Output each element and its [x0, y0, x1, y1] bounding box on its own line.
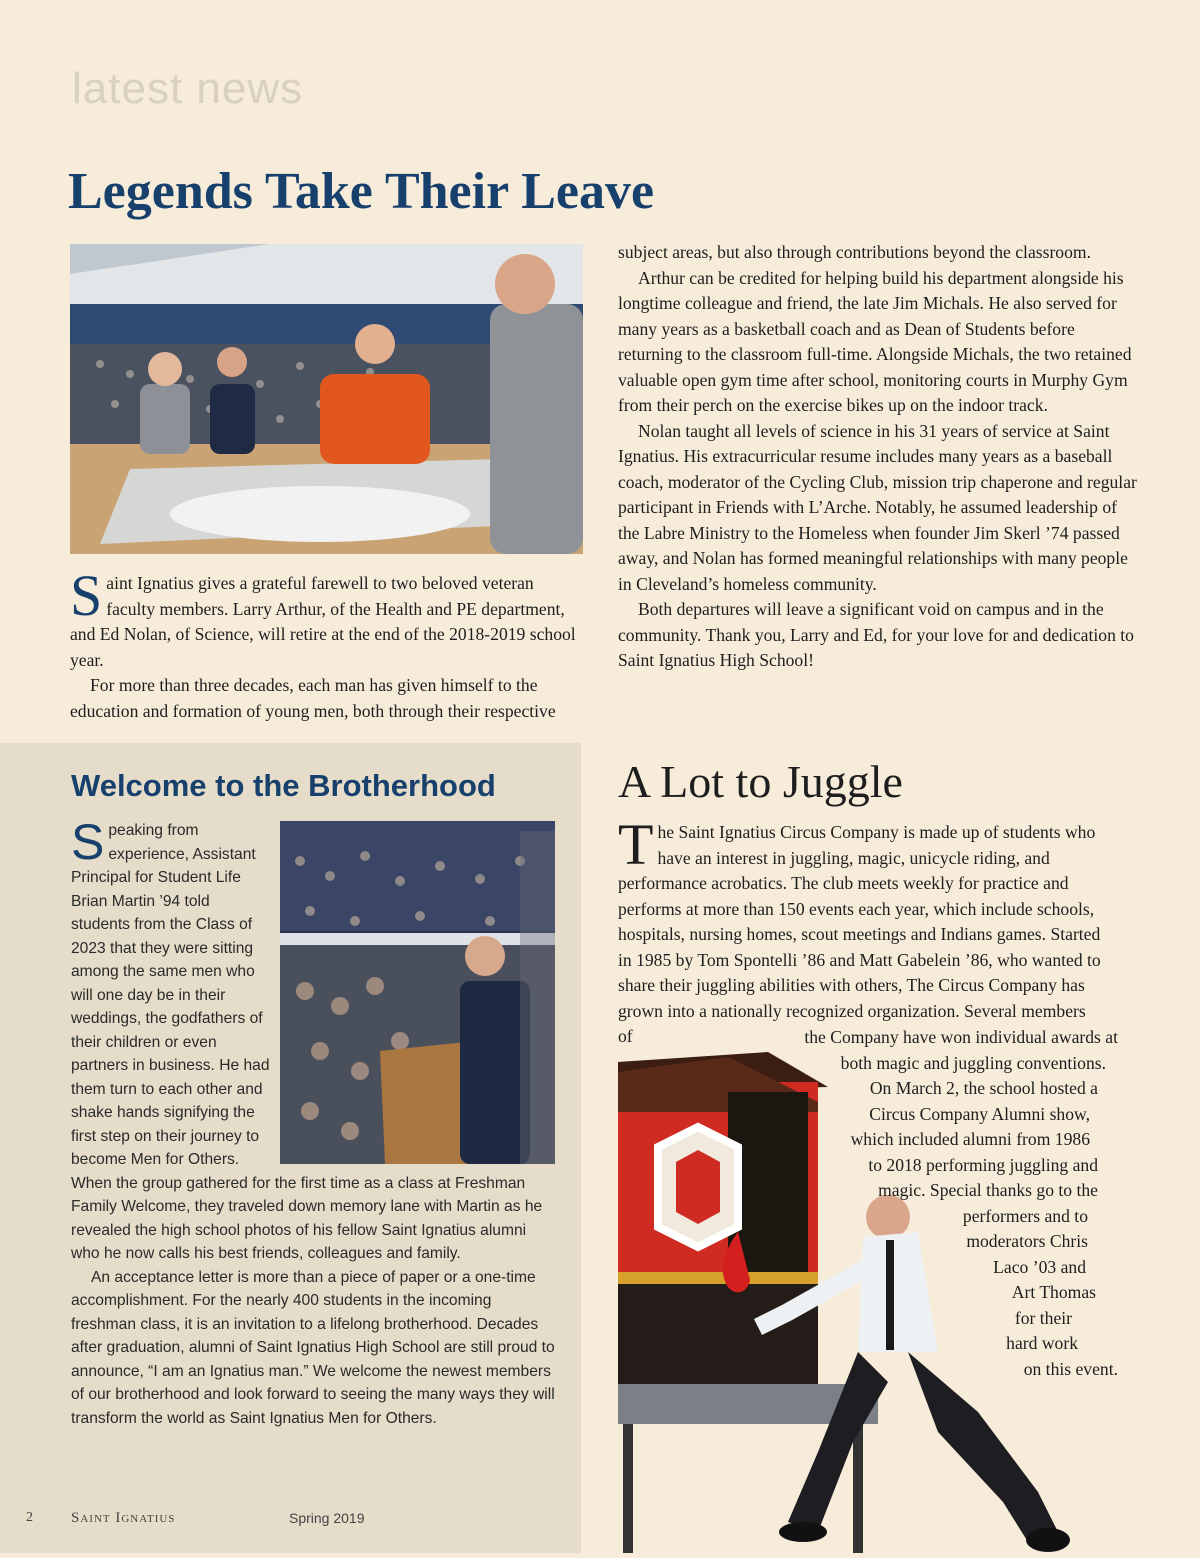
juggle-line: hard work [1006, 1333, 1078, 1353]
juggle-line: Art Thomas [1011, 1282, 1096, 1302]
legends-column-2 [618, 240, 1138, 674]
article-headline: Legends Take Their Leave [68, 163, 655, 220]
juggle-line: Circus Company Alumni show, [869, 1103, 1090, 1124]
legends-para-3: Arthur can be credited for helping build his department alongside his longtime colleague and friend, the late Jim Michals. He also served for many years as a basketball coach and as Dean of Students before returning to the classroom full-time. Alongside Michals, the two retained valuable open gym time after school, monitoring courts in Murphy Gym from their perch on the exercise bikes up on the indoor track. [618, 267, 1132, 415]
dropcap: S [70, 563, 103, 628]
podium-speaker-photo [280, 821, 555, 1164]
juggle-para-1 [618, 812, 1103, 1050]
dropcap: S [71, 814, 105, 870]
legends-para-1 [70, 563, 582, 673]
legends-para-2-cont: subject areas, but also through contributions beyond the classroom. [618, 242, 1091, 262]
brotherhood-para-1-text: peaking from experience, Assistant Principal for Student Life Brian Martin ’94 told students from the Class of 2023 that they were sitting among the same men who will one day be in their weddings, the godfathers of their children or even partners in business. He had them turn to each other and shake hands signifying the first step on their journey to become Men for Others. When the group gathered for the first time as a class at Freshman Family Welcome, they traveled down memory lane with Martin as he revealed the high school photos of his fellow Saint Ignatius alumni who he now calls his best friends, colleagues and family. [71, 822, 543, 1262]
brotherhood-body [71, 814, 555, 1430]
legends-para-1-text: aint Ignatius gives a grateful farewell to two beloved veteran faculty members. Larry Arthur, of the Health and PE department, and Ed Nolan, of Science, will retire at the end of the 2018-2019 school year. [70, 573, 576, 670]
issue-date: Spring 2019 [289, 1510, 365, 1526]
juggle-line: On March 2, the school hosted a [869, 1078, 1098, 1098]
juggle-line: for their [1014, 1307, 1072, 1328]
juggle-para-1-text: he Saint Ignatius Circus Company is made up of students who have an interest in juggling, magic, unicycle riding, and performance acrobatics. The club meets weekly for practice and performs at more than 150 events each year, which include schools, hospitals, nursing homes, scout meetings and Indians games. Started in 1985 by Tom Spontelli ’86 and Matt Gabelein ’86, who wanted to share their juggling abilities with others, The Circus Company has grown into a nationally recognized organization. Several members of [618, 822, 1101, 1046]
juggle-line: performers and to [962, 1205, 1088, 1226]
brotherhood-headline: Welcome to the Brotherhood [71, 768, 496, 803]
juggle-line: the Company have won individual awards at [804, 1027, 1118, 1047]
juggle-line: both magic and juggling conventions. [840, 1052, 1106, 1073]
juggle-wrap-text [618, 1025, 1118, 1382]
juggle-headline: A Lot to Juggle [618, 756, 903, 807]
juggle-body [618, 812, 1103, 1050]
page-number: 2 [26, 1510, 33, 1525]
juggle-line: Laco ’03 and [993, 1256, 1086, 1277]
legends-para-5: Both departures will leave a significant void on campus and in the community. Thank you, Larry and Ed, for your love for and dedication to Saint Ignatius High School! [618, 599, 1134, 670]
juggle-line: on this event. [1023, 1358, 1118, 1379]
juggle-line: which included alumni from 1986 [850, 1129, 1090, 1149]
dropcap: T [618, 812, 654, 877]
juggle-line: magic. Special thanks go to the [878, 1180, 1098, 1200]
section-label: latest news [72, 64, 304, 113]
legends-para-4: Nolan taught all levels of science in his 31 years of service at Saint Ignatius. His extracurricular resume includes many years as a baseball coach, moderator of the Cycling Club, mission trip chaperone and regular participant in Friends with L’Arche. Notably, he assumed leadership of the Labre Ministry to the Homeless when founder Jim Skerl ’74 passed away, and Nolan has formed meaningful relationships with many people in Cleveland’s homeless community. [618, 420, 1137, 594]
brotherhood-para-2: An acceptance letter is more than a piece of paper or a one-time accomplishment. For the nearly 400 students in the incoming freshman class, it is an invitation to a lifelong brotherhood. Decades after graduation, alumni of Saint Ignatius High School are still proud to announce, “I am an Ignatius man.” We welcome the newest members of our brotherhood and look forward to seeing the many ways they will transform the world as Saint Ignatius Men for Others. [71, 1268, 555, 1427]
publication-name: Saint Ignatius [71, 1510, 176, 1526]
gym-raffle-photo [70, 244, 583, 554]
juggle-line: to 2018 performing juggling and [868, 1154, 1098, 1175]
legends-column-1 [70, 563, 582, 724]
legends-para-2: For more than three decades, each man has given himself to the education and formation of young men, both through their respective [70, 675, 556, 721]
juggle-line: moderators Chris [966, 1231, 1088, 1251]
